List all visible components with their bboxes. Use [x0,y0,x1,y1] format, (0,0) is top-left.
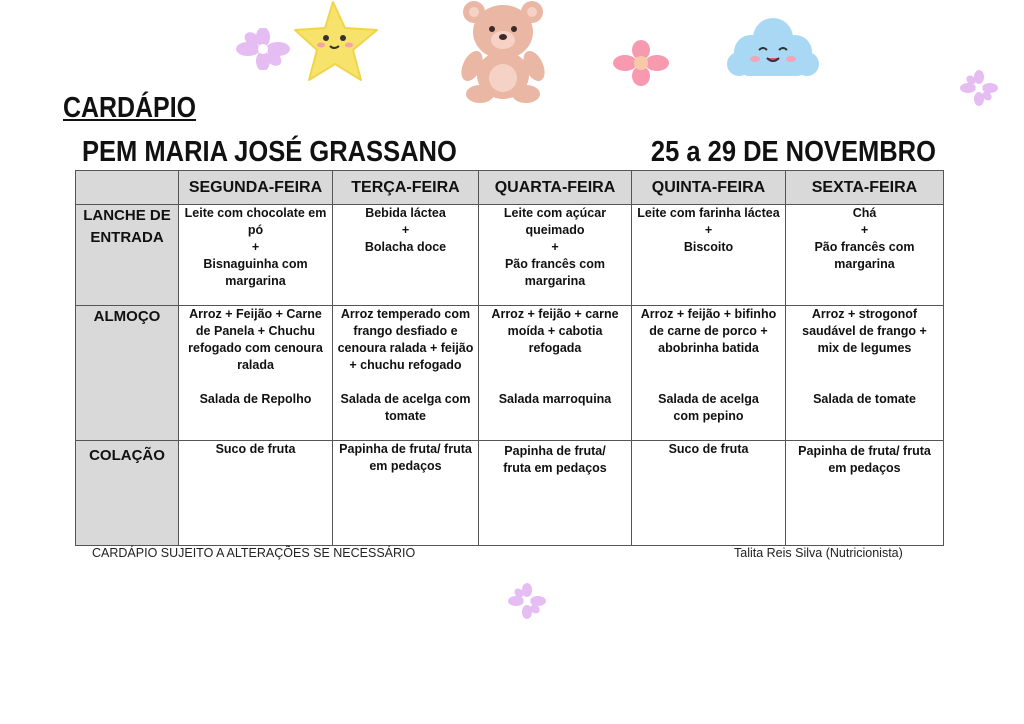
flower-icon [508,583,546,619]
menu-plus: + [401,223,410,237]
menu-item: Arroz + feijão + bifinho de carne de porco + abobrinha batida [640,307,777,355]
menu-cell [632,306,786,441]
menu-plus: + [704,223,713,237]
page-title: CARDÁPIO [63,92,197,124]
menu-item: Pão francês com margarina [504,257,606,288]
menu-plus: + [551,240,559,254]
column-header-thursday: QUINTA-FEIRA [632,171,786,205]
date-range: 25 a 29 DE NOVEMBRO [650,136,936,168]
row-label-line: ENTRADA [90,229,164,246]
menu-item: Leite com farinha láctea [637,206,780,220]
menu-cell [333,306,479,441]
menu-item: Arroz temperado com frango desfiado e cenoura ralada + feijão + chuchu refogado [337,307,474,372]
menu-cell [479,205,632,306]
menu-cell: Suco de fruta [632,441,786,546]
menu-salad: Salada de tomate [813,392,916,406]
row-label-colacao: COLAÇÃO [76,441,179,546]
menu-item: Biscoito [683,240,734,254]
header-row [76,171,944,205]
nutritionist-signature: Talita Reis Silva (Nutricionista) [734,546,903,560]
menu-cell [632,205,786,306]
flower-icon [232,28,294,70]
cloud-icon [725,12,821,84]
menu-cell [786,306,944,441]
menu-item: Leite com açúcar queimado [503,206,607,237]
column-header-friday: SEXTA-FEIRA [786,171,944,205]
column-header-monday: SEGUNDA-FEIRA [179,171,333,205]
row-label-lanche [76,205,179,306]
menu-salad: Salada de acelga com pepino [658,392,759,423]
menu-salad: Salada de Repolho [199,392,312,406]
menu-cell: Suco de fruta [179,441,333,546]
corner-cell [76,171,179,205]
menu-cell: Papinha de fruta/ fruta em pedaços [333,441,479,546]
menu-item: Pão francês com margarina [814,240,915,271]
table-row-almoco [76,306,944,441]
menu-item: Arroz + feijão + carne moída + cabotia refogada [491,307,619,355]
menu-cell [179,205,333,306]
menu-cell [786,205,944,306]
teddy-bear-icon [456,0,550,104]
menu-item: Bisnaguinha com margarina [203,257,308,288]
flower-icon [960,70,998,106]
menu-salad: Salada de acelga com tomate [340,392,471,423]
menu-item: Arroz + Feijão + Carne de Panela + Chuchu refogado com cenoura ralada [188,307,323,372]
menu-table [75,170,944,546]
star-icon [293,0,381,84]
column-header-wednesday: QUARTA-FEIRA [479,171,632,205]
disclaimer-note: CARDÁPIO SUJEITO A ALTERAÇÕES SE NECESSÁRIO [92,546,416,560]
menu-item: Leite com chocolate em pó [184,206,327,237]
menu-salad: Salada marroquina [498,392,612,406]
column-header-tuesday: TERÇA-FEIRA [333,171,479,205]
menu-cell: Papinha de fruta/ fruta em pedaços [786,441,944,546]
menu-plus: + [251,240,260,254]
menu-cell [479,306,632,441]
menu-plus: + [860,223,869,237]
row-label-line: LANCHE DE [83,207,171,224]
menu-item: Bolacha doce [364,240,447,254]
menu-item: Bebida láctea [365,206,446,220]
table-row-colacao [76,441,944,546]
menu-cell [333,205,479,306]
flower-icon [612,40,670,86]
table-row-lanche [76,205,944,306]
row-label-almoco: ALMOÇO [76,306,179,441]
menu-item: Arroz + strogonof saudável de frango + mix de legumes [802,307,927,355]
menu-item: Chá [852,206,877,220]
school-name: PEM MARIA JOSÉ GRASSANO [82,136,457,168]
menu-cell: Papinha de fruta/ fruta em pedaços [479,441,632,546]
menu-cell [179,306,333,441]
